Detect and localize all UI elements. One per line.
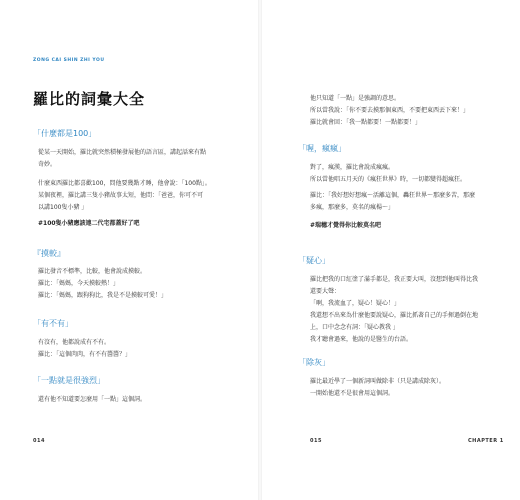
text-line: 某個夜裡，羅比講三隻小豬故事太短，他問：「爸爸，你可不可 <box>38 192 204 199</box>
chapter-label: CHAPTER 1 <box>468 438 504 444</box>
paragraph <box>38 394 146 406</box>
text-line: 所以當他唱五月天的《瘋狂世界》時，一切都變得超瘋狂。 <box>310 176 467 183</box>
text-line: 羅比：「媽媽，今天摸較熱！」 <box>38 280 120 287</box>
text-line: 羅比：「媽媽，跟狗狗比，我是不是摸較可愛！」 <box>38 292 168 299</box>
section-heading-yixin: 「疑心」 <box>298 256 330 265</box>
text-line: 羅比發音不標準，比較，他會說成摸較。 <box>38 268 147 275</box>
section-heading-yidian: 「一點就是很強烈」 <box>33 376 105 385</box>
paragraph <box>310 190 475 214</box>
text-line: 所以當我說：「你不要去摸那個東西，不要把東西丟下來！」 <box>310 107 470 114</box>
page-title: 羅比的詞彙大全 <box>33 90 146 108</box>
text-line: 羅比：「這個肉肉，有不有醬醬？」 <box>38 351 132 358</box>
page-number: 014 <box>33 438 45 444</box>
section-heading-moujiao: 『摸較』 <box>33 249 65 258</box>
text-line: 一開始他還不是很會用這個詞。 <box>310 390 395 397</box>
text-line: 羅比最近學了一個新詞叫做除非（只是講成除灰）。 <box>310 378 446 385</box>
text-line: 奇妙。 <box>38 161 57 168</box>
running-head: ZONG CAI SHIN ZHI YOU <box>33 58 105 63</box>
hashtag-note: #100隻小豬應該連二代宅都蓋好了吧 <box>38 220 140 227</box>
text-line: 上，口中念念有詞：「疑心教我 」 <box>310 324 399 331</box>
right-page <box>262 0 520 500</box>
paragraph <box>38 337 131 361</box>
text-line: 對了，瘋漢，羅比會說成瘋瘋。 <box>310 164 395 171</box>
text-line: 有沒有，他都說成有不有。 <box>38 339 111 346</box>
section-heading-everything-100: 「什麼都是100」 <box>33 129 97 138</box>
text-line: 我才聽會過來，他說的是醫生的台語。 <box>310 336 413 343</box>
text-line: 羅比把我的口紅塗了滿手都是，我正要大叫，沒想到他叫得比我 <box>310 276 479 283</box>
section-heading-chuhui: 「除灰」 <box>298 358 330 367</box>
text-line: 以講100隻小豬 」 <box>38 204 88 211</box>
section-heading-you-bu-you: 「有不有」 <box>33 319 73 328</box>
paragraph <box>310 162 466 186</box>
text-line: 他只知道「一點」是強調的意思。 <box>310 95 401 102</box>
text-line: 還有他不知道要怎麼用「一點」這個詞。 <box>38 396 147 403</box>
paragraph <box>310 93 469 129</box>
paragraph <box>38 266 167 302</box>
paragraph <box>310 376 445 400</box>
section-heading-fengfeng: 「喔，瘋瘋」 <box>298 144 346 153</box>
text-line: 羅比：「我好想好想瘋～活離這個，轟狂世界～那麼多苦，那麼 <box>310 192 476 199</box>
paragraph <box>38 178 211 214</box>
hashtag-note: #瑞穗才覺得你比較莫名吧 <box>310 222 382 229</box>
text-line: 多瘋，那麼多，莫名的瘋楊～」 <box>310 204 395 211</box>
text-line: 羅比就會回：「我一點都要！一點都要！」 <box>310 119 422 126</box>
text-line: 還要大聲： <box>310 288 341 295</box>
page-number: 015 <box>310 438 322 444</box>
text-line: 我還想不出來為什麼他要說疑心，羅比抓著自己的手揮過倒在地 <box>310 312 479 319</box>
text-line: 從某一天開始，羅比就突然積極發展他的語言區，講起話來有點 <box>38 149 207 156</box>
text-line: 「啊，我流血了，疑心！疑心！」 <box>310 300 401 307</box>
paragraph <box>310 274 478 346</box>
text-line: 什麼東西羅比都喜歡100，問他要幾點才睡，他會說：「100點」。 <box>38 180 211 187</box>
left-page <box>0 0 258 500</box>
paragraph <box>38 147 206 171</box>
